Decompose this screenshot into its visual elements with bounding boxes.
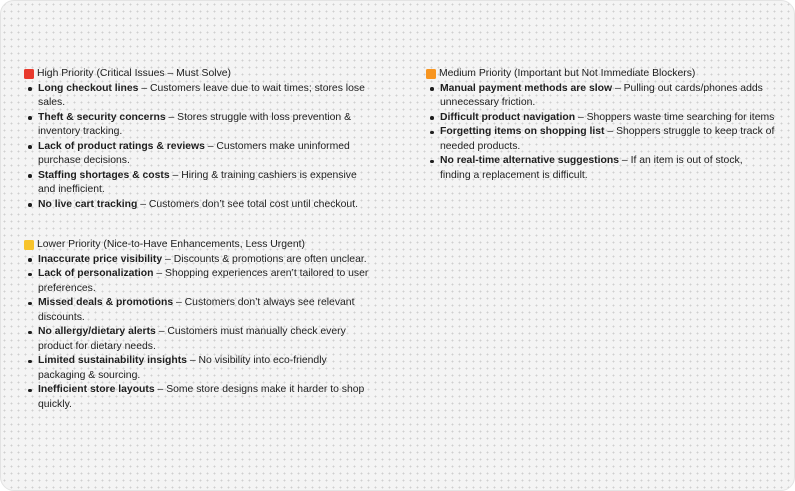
- high-priority-heading-text: High Priority (Critical Issues – Must Solve): [37, 68, 232, 79]
- item-term: Lack of personalization: [38, 268, 154, 279]
- medium-priority-heading: [426, 67, 776, 82]
- item-description: – No visibility into eco-friendly packaging & sourcing.: [38, 355, 327, 381]
- item-description: – Stores struggle with loss prevention & inventory tracking.: [38, 111, 352, 137]
- item-description: – Customers must manually check every product for dietary needs.: [38, 326, 346, 352]
- red-square-icon: [24, 69, 34, 79]
- item-term: No live cart tracking: [38, 198, 138, 210]
- item-term: Inaccurate price visibility: [38, 253, 163, 265]
- list-item: [426, 154, 776, 183]
- item-description: – Customers don’t see total cost until checkout.: [137, 198, 358, 210]
- item-description: – If an item is out of stock, finding a replacement is difficult.: [440, 155, 743, 181]
- list-item: [24, 253, 374, 268]
- item-description: – Pulling out cards/phones adds unnecessary friction.: [440, 82, 763, 108]
- high-priority-heading: [24, 67, 374, 82]
- list-item: [24, 267, 374, 296]
- item-description: – Discounts & promotions are often unclear.: [162, 253, 367, 265]
- list-item: [24, 383, 374, 412]
- item-description: – Customers leave due to wait times; stores lose sales.: [38, 82, 365, 108]
- item-description: – Hiring & training cashiers is expensive and inefficient.: [38, 169, 357, 195]
- item-term: Lack of product ratings & reviews: [38, 140, 205, 152]
- item-term: Long checkout lines: [38, 82, 139, 94]
- list-item: [24, 325, 374, 354]
- item-term: Staffing shortages & costs: [38, 169, 170, 181]
- item-term: Manual payment methods are slow: [440, 82, 613, 94]
- list-item: [24, 354, 374, 383]
- high-priority-list: [24, 82, 374, 213]
- list-item: [24, 140, 374, 169]
- list-item: [24, 111, 374, 140]
- yellow-square-icon: [24, 240, 34, 250]
- item-term: Forgetting items on shopping list: [440, 126, 605, 137]
- item-description: – Shoppers struggle to keep track of needed products.: [440, 126, 775, 152]
- item-term: Theft & security concerns: [38, 111, 166, 123]
- item-term: Difficult product navigation: [440, 111, 576, 123]
- item-term: No allergy/dietary alerts: [38, 326, 156, 337]
- item-term: Limited sustainability insights: [38, 355, 187, 366]
- high-priority-section[interactable]: [24, 67, 374, 212]
- medium-priority-heading-text: Medium Priority (Important but Not Immediate Blockers): [439, 68, 696, 79]
- list-item: [24, 198, 374, 213]
- item-term: Inefficient store layouts: [38, 384, 155, 395]
- item-term: Missed deals & promotions: [38, 297, 174, 308]
- list-item: [24, 82, 374, 111]
- item-description: – Shopping experiences aren’t tailored to user preferences.: [38, 268, 369, 294]
- item-description: – Shoppers waste time searching for items: [575, 111, 775, 123]
- medium-priority-list: [426, 82, 776, 184]
- lower-priority-heading-text: Lower Priority (Nice-to-Have Enhancements, Less Urgent): [37, 239, 305, 250]
- lower-priority-section[interactable]: [24, 238, 374, 412]
- item-description: – Customers make uninformed purchase decisions.: [38, 140, 350, 166]
- item-term: No real-time alternative suggestions: [440, 155, 620, 166]
- list-item: [426, 82, 776, 111]
- medium-priority-section[interactable]: [426, 67, 776, 183]
- list-item: [24, 169, 374, 198]
- list-item: [426, 111, 776, 126]
- item-description: – Customers don’t always see relevant discounts.: [38, 297, 355, 323]
- list-item: [24, 296, 374, 325]
- item-description: – Some store designs make it harder to shop quickly.: [38, 384, 365, 410]
- list-item: [426, 125, 776, 154]
- orange-square-icon: [426, 69, 436, 79]
- lower-priority-list: [24, 253, 374, 413]
- lower-priority-heading: [24, 238, 374, 253]
